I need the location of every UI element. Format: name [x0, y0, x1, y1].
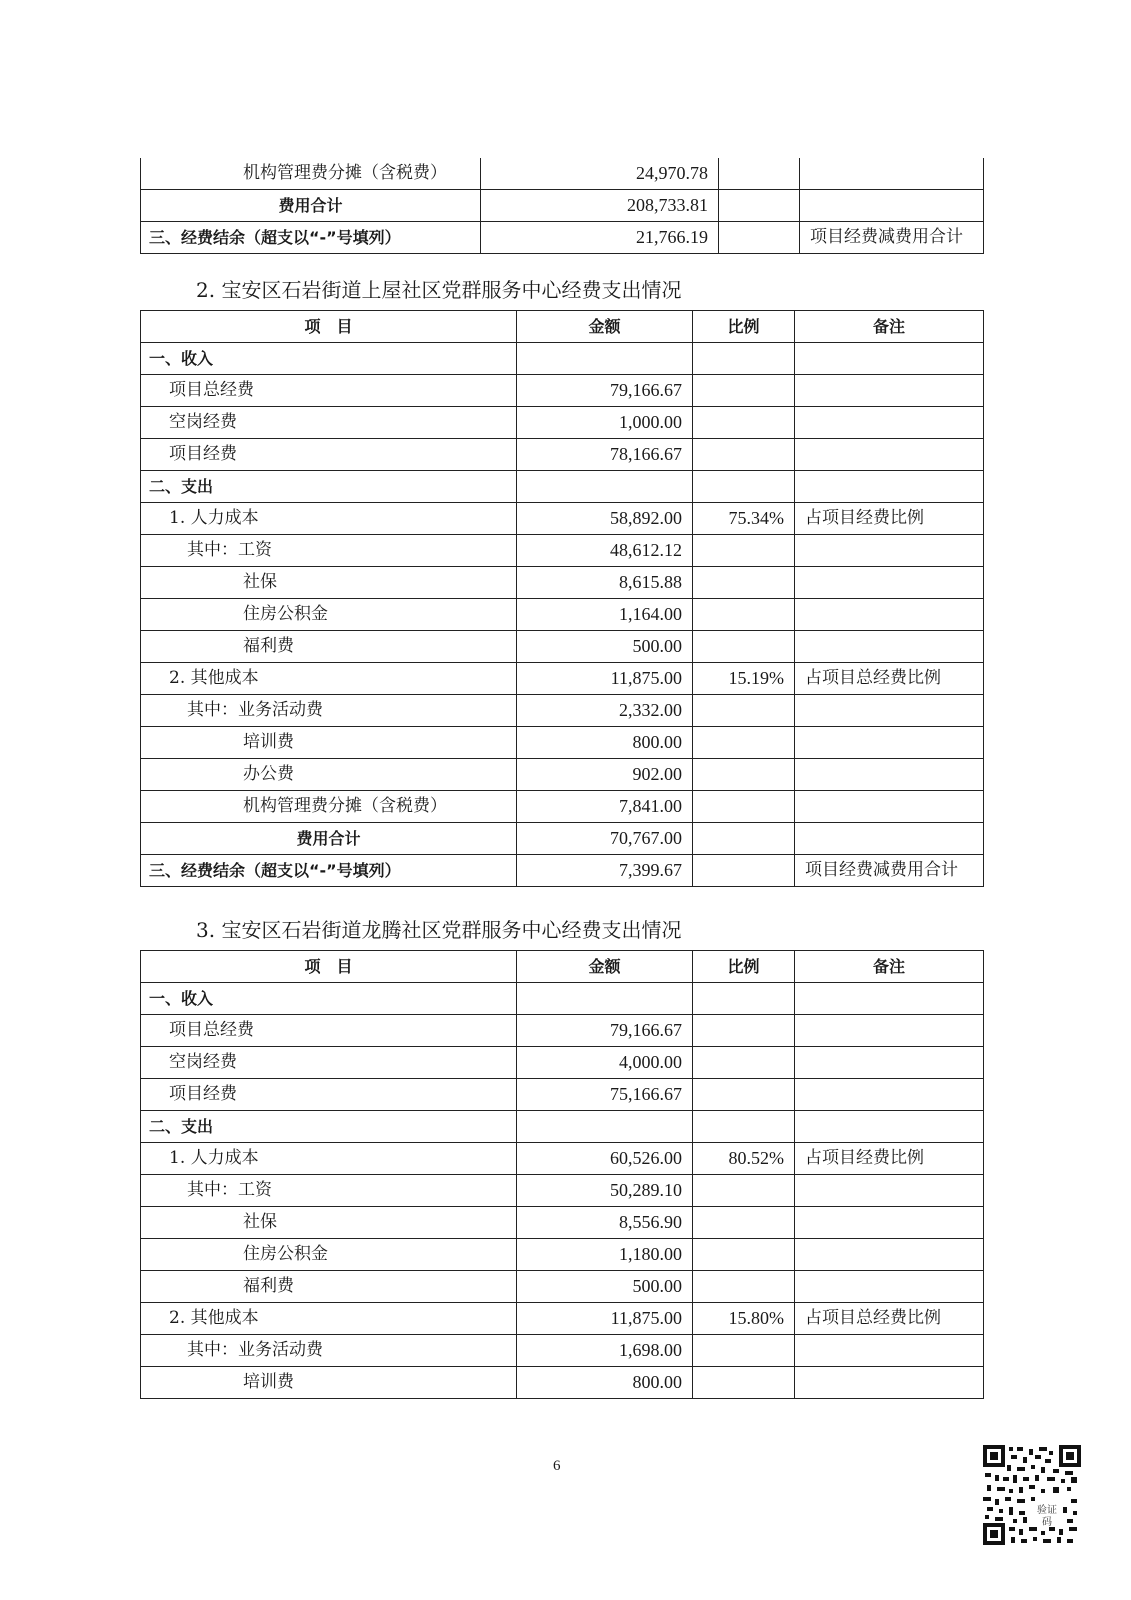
row-item-label: 空岗经费: [141, 407, 517, 439]
row-amount: 58,892.00: [517, 503, 693, 535]
row-ratio: [693, 535, 795, 567]
row-item-label: 福利费: [141, 631, 517, 663]
row-ratio: [693, 1079, 795, 1111]
row-note: [795, 343, 984, 375]
row-amount: 21,766.19: [481, 222, 719, 254]
row-note: [795, 631, 984, 663]
header-amount: 金额: [517, 311, 693, 343]
table-row: [141, 1015, 984, 1047]
row-item-label: 一、收入: [141, 343, 517, 375]
row-amount: [517, 471, 693, 503]
section-2-title: 2. 宝安区石岩街道上屋社区党群服务中心经费支出情况: [196, 278, 682, 302]
row-note: 占项目总经费比例: [795, 663, 984, 695]
row-note: 项目经费减费用合计: [800, 222, 984, 254]
row-amount: 1,164.00: [517, 599, 693, 631]
row-ratio: [693, 791, 795, 823]
row-amount: 60,526.00: [517, 1143, 693, 1175]
row-amount: 1,180.00: [517, 1239, 693, 1271]
table-row: [141, 343, 984, 375]
header-ratio: 比例: [693, 311, 795, 343]
qr-code-icon: [983, 1445, 1081, 1545]
table-row: [141, 375, 984, 407]
row-item-label: 费用合计: [141, 823, 517, 855]
row-note: [795, 1175, 984, 1207]
row-amount: 79,166.67: [517, 375, 693, 407]
table-row: [141, 567, 984, 599]
row-ratio: [693, 407, 795, 439]
row-item-label: 2. 其他成本: [141, 1303, 517, 1335]
row-item-label: 其中：业务活动费: [141, 1335, 517, 1367]
row-note: 占项目经费比例: [795, 1143, 984, 1175]
header-amount: 金额: [517, 951, 693, 983]
row-ratio: [693, 983, 795, 1015]
row-amount: 8,615.88: [517, 567, 693, 599]
row-item-label: 福利费: [141, 1271, 517, 1303]
table-row: [141, 855, 984, 887]
row-amount: 208,733.81: [481, 190, 719, 222]
row-ratio: [693, 1015, 795, 1047]
row-amount: 7,399.67: [517, 855, 693, 887]
row-item-label: 二、支出: [141, 471, 517, 503]
row-item-label: 1. 人力成本: [141, 1143, 517, 1175]
table-row: [141, 1079, 984, 1111]
row-note: [795, 439, 984, 471]
row-note: [795, 1015, 984, 1047]
section-3-table: [140, 950, 984, 1399]
row-ratio: [719, 158, 800, 190]
row-ratio: 80.52%: [693, 1143, 795, 1175]
table-row: [141, 631, 984, 663]
row-note: [795, 1239, 984, 1271]
row-note: [795, 1367, 984, 1399]
row-ratio: [693, 1175, 795, 1207]
header-note: 备注: [795, 311, 984, 343]
row-item-label: 2. 其他成本: [141, 663, 517, 695]
row-note: 占项目总经费比例: [795, 1303, 984, 1335]
row-ratio: [693, 823, 795, 855]
row-note: [800, 190, 984, 222]
row-ratio: [693, 695, 795, 727]
row-amount: [517, 983, 693, 1015]
row-ratio: [693, 567, 795, 599]
row-ratio: [693, 1111, 795, 1143]
row-amount: 500.00: [517, 631, 693, 663]
table-row: [141, 1367, 984, 1399]
row-note: [795, 1079, 984, 1111]
table-row: [141, 1207, 984, 1239]
row-note: [795, 1047, 984, 1079]
row-note: [795, 727, 984, 759]
table-row: [141, 439, 984, 471]
row-ratio: [719, 222, 800, 254]
row-amount: 11,875.00: [517, 663, 693, 695]
row-item-label: 项目经费: [141, 439, 517, 471]
row-note: [795, 407, 984, 439]
table-row: [141, 1047, 984, 1079]
row-amount: 902.00: [517, 759, 693, 791]
table-row: [141, 1175, 984, 1207]
row-item-label: 住房公积金: [141, 1239, 517, 1271]
row-item-label: 空岗经费: [141, 1047, 517, 1079]
table-row: [141, 1303, 984, 1335]
row-item-label: 住房公积金: [141, 599, 517, 631]
row-ratio: [693, 471, 795, 503]
row-note: [795, 1111, 984, 1143]
row-amount: 4,000.00: [517, 1047, 693, 1079]
section-3-title: 3. 宝安区石岩街道龙腾社区党群服务中心经费支出情况: [196, 918, 682, 942]
row-item-label: 三、经费结余（超支以“-”号填列）: [141, 855, 517, 887]
table-row: [141, 1239, 984, 1271]
row-note: [795, 791, 984, 823]
row-ratio: [693, 759, 795, 791]
table-row: [141, 663, 984, 695]
row-amount: 800.00: [517, 1367, 693, 1399]
row-amount: [517, 1111, 693, 1143]
table-row: [141, 983, 984, 1015]
row-amount: 1,698.00: [517, 1335, 693, 1367]
row-note: [795, 1271, 984, 1303]
row-ratio: [693, 439, 795, 471]
row-amount: 78,166.67: [517, 439, 693, 471]
row-note: [795, 599, 984, 631]
row-amount: [517, 343, 693, 375]
row-note: [795, 375, 984, 407]
table-row: [141, 1143, 984, 1175]
row-ratio: [693, 1335, 795, 1367]
row-note: [795, 1207, 984, 1239]
row-note: [795, 759, 984, 791]
row-note: 项目经费减费用合计: [795, 855, 984, 887]
svg-text:码: 码: [1042, 1517, 1052, 1528]
row-note: [795, 567, 984, 599]
row-note: [795, 983, 984, 1015]
row-ratio: [693, 599, 795, 631]
header-row: [141, 951, 984, 983]
table-row: [141, 158, 984, 190]
table-row: [141, 823, 984, 855]
table-row: [141, 759, 984, 791]
header-item: 项 目: [141, 951, 517, 983]
row-note: [795, 823, 984, 855]
row-ratio: [693, 343, 795, 375]
row-item-label: 培训费: [141, 1367, 517, 1399]
row-amount: 24,970.78: [481, 158, 719, 190]
row-item-label: 机构管理费分摊（含税费）: [141, 158, 481, 190]
row-ratio: [693, 1207, 795, 1239]
page-number: 6: [553, 1458, 561, 1474]
row-amount: 11,875.00: [517, 1303, 693, 1335]
row-amount: 8,556.90: [517, 1207, 693, 1239]
row-item-label: 培训费: [141, 727, 517, 759]
table-row: [141, 599, 984, 631]
row-ratio: [693, 1367, 795, 1399]
row-item-label: 社保: [141, 1207, 517, 1239]
table-row: [141, 1111, 984, 1143]
row-item-label: 一、收入: [141, 983, 517, 1015]
table-row: [141, 471, 984, 503]
section-2-table: [140, 310, 984, 887]
row-item-label: 三、经费结余（超支以“-”号填列）: [141, 222, 481, 254]
svg-text:验证: 验证: [1037, 1505, 1057, 1516]
row-item-label: 二、支出: [141, 1111, 517, 1143]
row-note: 占项目经费比例: [795, 503, 984, 535]
continued-expense-table: [140, 158, 984, 254]
header-row: [141, 311, 984, 343]
table-row: [141, 695, 984, 727]
row-note: [795, 695, 984, 727]
row-item-label: 费用合计: [141, 190, 481, 222]
table-row: [141, 190, 984, 222]
row-note: [795, 535, 984, 567]
header-note: 备注: [795, 951, 984, 983]
table-row: [141, 791, 984, 823]
row-item-label: 其中：业务活动费: [141, 695, 517, 727]
row-ratio: [693, 1271, 795, 1303]
row-item-label: 项目经费: [141, 1079, 517, 1111]
table-row: [141, 407, 984, 439]
row-amount: 7,841.00: [517, 791, 693, 823]
row-item-label: 项目总经费: [141, 375, 517, 407]
row-ratio: [693, 631, 795, 663]
row-note: [795, 1335, 984, 1367]
row-amount: 50,289.10: [517, 1175, 693, 1207]
table-row: [141, 1271, 984, 1303]
row-ratio: [693, 1047, 795, 1079]
table-row: [141, 1335, 984, 1367]
row-amount: 2,332.00: [517, 695, 693, 727]
row-item-label: 办公费: [141, 759, 517, 791]
row-amount: 500.00: [517, 1271, 693, 1303]
row-amount: 1,000.00: [517, 407, 693, 439]
row-item-label: 项目总经费: [141, 1015, 517, 1047]
row-ratio: [693, 855, 795, 887]
row-amount: 70,767.00: [517, 823, 693, 855]
row-item-label: 社保: [141, 567, 517, 599]
header-ratio: 比例: [693, 951, 795, 983]
row-item-label: 1. 人力成本: [141, 503, 517, 535]
row-item-label: 机构管理费分摊（含税费）: [141, 791, 517, 823]
table-row: [141, 222, 984, 254]
row-ratio: [693, 727, 795, 759]
row-note: [795, 471, 984, 503]
row-amount: 79,166.67: [517, 1015, 693, 1047]
row-ratio: 75.34%: [693, 503, 795, 535]
row-item-label: 其中：工资: [141, 535, 517, 567]
table-row: [141, 535, 984, 567]
table-row: [141, 503, 984, 535]
row-ratio: [693, 1239, 795, 1271]
row-ratio: 15.19%: [693, 663, 795, 695]
row-amount: 75,166.67: [517, 1079, 693, 1111]
header-item: 项 目: [141, 311, 517, 343]
row-ratio: 15.80%: [693, 1303, 795, 1335]
row-ratio: [693, 375, 795, 407]
row-amount: 800.00: [517, 727, 693, 759]
table-row: [141, 727, 984, 759]
row-item-label: 其中：工资: [141, 1175, 517, 1207]
row-ratio: [719, 190, 800, 222]
row-amount: 48,612.12: [517, 535, 693, 567]
row-note: [800, 158, 984, 190]
